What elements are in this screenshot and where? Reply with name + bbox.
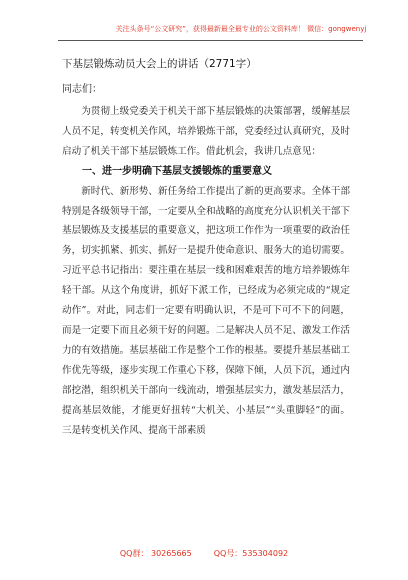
greeting: 同志们： [62,84,102,95]
intro-paragraph: 为贯彻上级党委关于机关干部下基层锻炼的决策部署，缓解基层人员不足，转变机关作风，培养锻炼干部，党委经过认真研究，及时启动了机关干部下基层锻炼工作。借此机会，我讲几点意见： [62,106,350,157]
document-title: 下基层锻炼动员大会上的讲话（2771字） [62,58,257,70]
promo-banner: 关注头条号“公文研究”，获得最新最全最专业的公文资料库！ 微信：gongwenyj [115,25,367,33]
qq-number-link[interactable]: QQ号：535304092 [213,549,289,558]
qq-group-link[interactable]: QQ群： 30265665 [119,549,192,558]
section-heading: 一、进一步明确下基层支援锻炼的重要意义 [82,165,272,177]
document-body [62,102,350,440]
section-paragraph: 新时代、新形势、新任务给工作提出了新的更高要求。全体干部特别是各级领导干部，一定要从全和战略的高度充分认识机关干部下基层锻炼及支援基层的重要意义，把这项工作作为一项重要的政治任务，切实抓紧、抓实、抓好一是提升使命意识、服务大的追切需要。习近平总书记指出：要注重在基层一线和困难艰苦的地方培养锻炼年轻干部。从这个角度讲，抓好下派工作，已经成为必须完成的“规定动作”。对此，同志们一定要有明确认识，不是可下可不下的问题，而是一定要下而且必须干好的问题。二是解决人员不足、激发工作活力的有效措施。基层基础工作是整个工作的根基。要提升基层基础工作优先等级，逐步实现工作重心下移，保障下倾，人员下沉，通过内部挖潜，组织机关干部向一线流动，增强基层实力，激发基层活力，提高基层效能，才能更好扭转“大机关、小基层”“头重脚轻”的面。三是转变机关作风、提高干部素质 [62,185,350,436]
contact-footer [0,548,408,564]
header-divider [58,40,363,41]
